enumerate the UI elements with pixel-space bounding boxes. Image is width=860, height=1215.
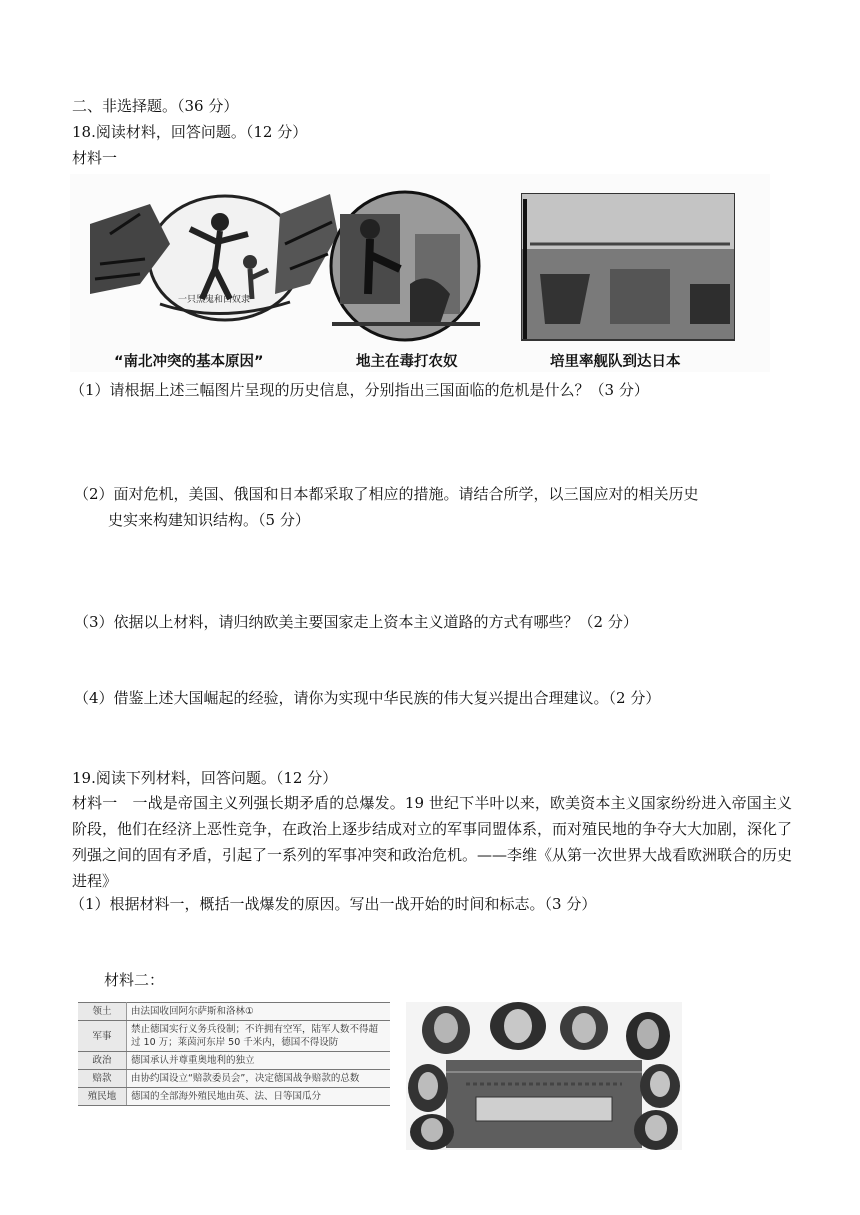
q18-material-label: 材料一 <box>72 149 118 167</box>
portrait-7 <box>410 1114 454 1150</box>
q19-title: 19.阅读下列材料，回答问题。（12 分） <box>72 769 338 787</box>
table-value: 德国的全部海外殖民地由英、法、日等国瓜分 <box>127 1088 391 1106</box>
portrait-5 <box>408 1064 448 1112</box>
table-row <box>78 1021 390 1052</box>
caption-north-south: “南北冲突的基本原因” <box>114 354 264 370</box>
table-value: 由协约国设立“赔款委员会”，决定德国战争赔款的总数 <box>127 1070 391 1088</box>
table-row <box>78 1003 390 1021</box>
section-heading: 二、非选择题。（36 分） <box>72 97 239 115</box>
q18-title: 18.阅读材料，回答问题。（12 分） <box>72 123 308 141</box>
versailles-treaty-table <box>78 1002 390 1106</box>
material-one-image-strip <box>70 174 770 372</box>
table-key: 殖民地 <box>78 1088 127 1106</box>
landlord-serf-image <box>331 192 480 340</box>
portrait-1 <box>422 1006 470 1054</box>
q18-question-4: （4）借鉴上述大国崛起的经验，请你为实现中华民族的伟大复兴提出合理建议。（2 分） <box>74 689 661 707</box>
q18-question-2-cont: 史实来构建知识结构。（5 分） <box>108 511 310 529</box>
portrait-6 <box>640 1064 680 1108</box>
caption-landlord-serf: 地主在毒打农奴 <box>356 354 458 370</box>
peace-conference-svg <box>406 1002 682 1150</box>
table-row <box>78 1052 390 1070</box>
q18-question-1: （1）请根据上述三幅图片呈现的历史信息，分别指出三国面临的危机是什么？（3 分） <box>70 381 649 399</box>
q18-question-2: （2）面对危机，美国、俄国和日本都采取了相应的措施。请结合所学，以三国应对的相关历史 <box>74 485 699 503</box>
table-value: 由法国收回阿尔萨斯和洛林① <box>127 1003 391 1021</box>
q18-question-3: （3）依据以上材料，请归纳欧美主要国家走上资本主义道路的方式有哪些？（2 分） <box>74 613 638 631</box>
caption-perry-fleet: 培里率舰队到达日本 <box>550 354 681 370</box>
peace-conference-photo <box>406 1002 682 1150</box>
table-key: 领土 <box>78 1003 127 1021</box>
cartoon-north-south-image <box>90 194 338 320</box>
table-key: 赔款 <box>78 1070 127 1088</box>
portrait-8 <box>634 1110 678 1150</box>
q19-question-1: （1）根据材料一，概括一战爆发的原因。写出一战开始的时间和标志。（3 分） <box>70 895 597 913</box>
material-one-images-svg <box>70 174 770 372</box>
cartoon-inner-text: 一只黑鬼和白奴隶 <box>178 295 251 305</box>
table-row <box>78 1088 390 1106</box>
q19-material-two-label: 材料二： <box>104 971 165 989</box>
table-row <box>78 1070 390 1088</box>
portrait-4 <box>626 1012 670 1060</box>
portrait-3 <box>560 1006 608 1050</box>
q19-material-one: 材料一 一战是帝国主义列强长期矛盾的总爆发。19 世纪下半叶以来，欧美资本主义国家纷纷进入帝国主义阶段，他们在经济上恶性竞争，在政治上逐步结成对立的军事同盟体系，而对殖民地的争夺大大加剧，深化了列强之间的固有矛盾，引起了一系列的军事冲突和政治危机。——李维《从第一次世界大战看欧洲联合的历史进程》 <box>72 794 793 890</box>
table-value: 德国承认并尊重奥地利的独立 <box>127 1052 391 1070</box>
portrait-2 <box>490 1002 546 1050</box>
table-key: 政治 <box>78 1052 127 1070</box>
perry-fleet-image <box>522 194 734 340</box>
table-key: 军事 <box>78 1021 127 1052</box>
table-value: 禁止德国实行义务兵役制；不许拥有空军，陆军人数不得超过 10 万；莱茵河东岸 50 千米内，德国不得设防 <box>127 1021 391 1052</box>
